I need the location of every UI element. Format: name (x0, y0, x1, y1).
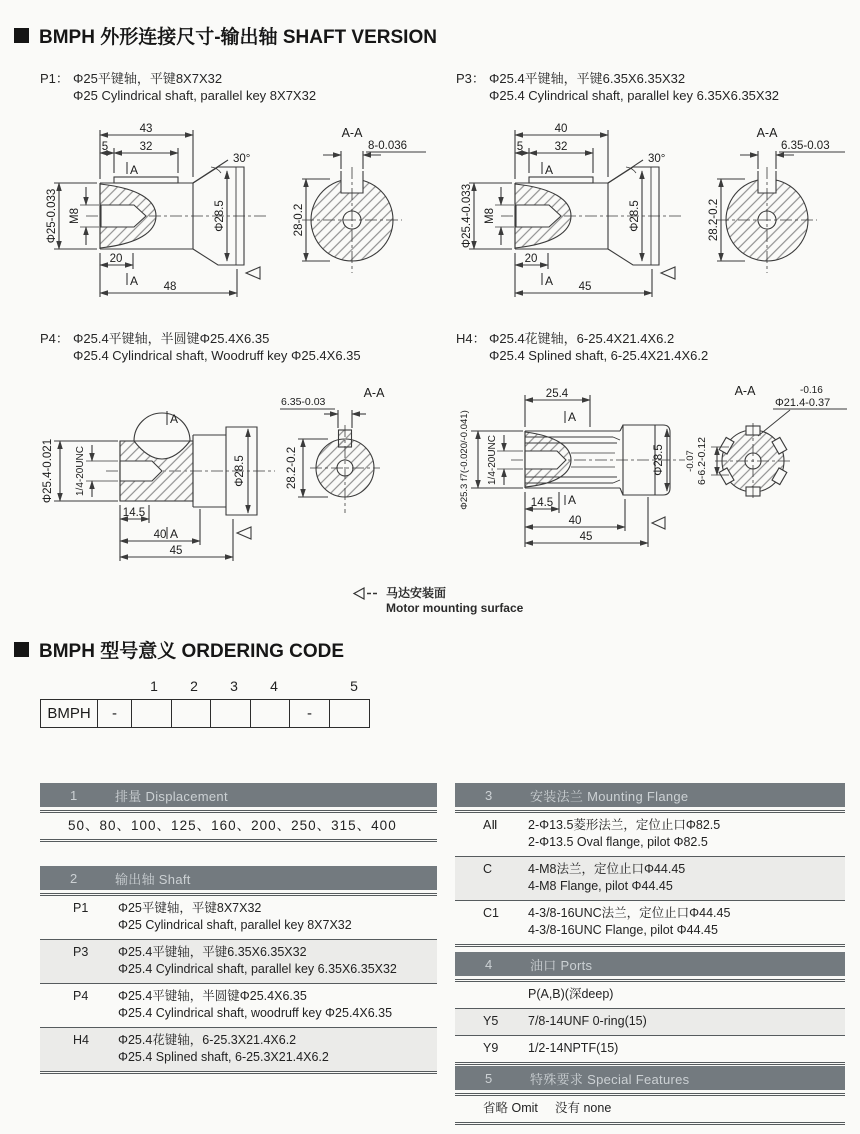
table-row (455, 813, 845, 856)
table-row (40, 1027, 437, 1071)
h4-desc-en: Φ25.4 Splined shaft, 6-25.4X21.4X6.2 (489, 348, 709, 363)
dim-label: 20 (524, 253, 538, 265)
dim-label: 45 (579, 531, 593, 543)
ports-table (455, 952, 845, 1065)
table-number: 1 (70, 787, 78, 803)
p3-desc-cn: Φ25.4平键轴，平键6.35X6.35X32 (489, 71, 686, 86)
p1-section-view (302, 151, 426, 273)
table-row (455, 982, 845, 1008)
row-desc-en: 4-M8 Flange, pilot Φ44.45 (528, 879, 673, 893)
row-desc (118, 944, 437, 978)
table-row (40, 813, 437, 839)
row-desc-cn: 2-Φ13.5菱形法兰，定位止口Φ82.5 (528, 818, 721, 832)
h4-drawing (445, 383, 850, 580)
table-row (455, 1008, 845, 1035)
dim-label: 43 (139, 123, 153, 135)
position-label: 5 (350, 678, 358, 694)
dia-label: Φ28.5 (214, 200, 226, 232)
dia-label: Φ25.3 f7(-0.020/-0.041) (459, 410, 470, 510)
section2-title (14, 636, 344, 663)
black-square-icon (14, 28, 29, 43)
row-code: AⅡ (483, 818, 498, 832)
displacement-table (40, 783, 437, 842)
dim-label: 20 (109, 253, 123, 265)
dim-label: 28.2-0.2 (286, 446, 298, 490)
dim-label: 14.5 (122, 507, 146, 519)
special-features-table (455, 1066, 845, 1125)
ordering-cell-4 (250, 699, 291, 728)
p4-desc-lines (73, 330, 361, 364)
row-desc-cn: Φ25.4平键轴，半圆键Φ25.4X6.35 (118, 989, 307, 1003)
row-desc-en: Φ25 Cylindrical shaft, parallel key 8X7X32 (118, 918, 352, 932)
table-title: 输出轴 Shaft (115, 871, 191, 887)
p4-drawing (30, 383, 430, 580)
shaft-table-header (40, 866, 437, 890)
dia-label: Φ28.5 (234, 455, 246, 487)
p3-drawing (445, 121, 850, 315)
row-code (455, 986, 528, 1003)
dim-label: 32 (554, 141, 568, 153)
table-title: 排量 Displacement (115, 788, 228, 804)
displacement-table-body (40, 810, 437, 842)
p1-desc-cn: Φ25平键轴，平键8X7X32 (73, 71, 223, 86)
row-desc-en: Φ25.4 Cylindrical shaft, woodruff key Φ25.4X6.35 (118, 1006, 393, 1020)
dim-label: 28.2-0.2 (708, 198, 720, 242)
dim-label: 32 (139, 141, 153, 153)
thread-label: M8 (484, 208, 496, 224)
special-features-table-header (455, 1066, 845, 1090)
dim-label: 45 (169, 545, 183, 557)
ordering-code-table (40, 699, 370, 728)
table-row (40, 896, 437, 939)
table-number: 3 (485, 787, 493, 803)
row-desc: 7/8-14UNF 0-ring(15) (528, 1014, 647, 1028)
row-desc-cn: 4-M8法兰，定位止口Φ44.45 (528, 862, 686, 876)
row-code: H4 (73, 1033, 89, 1047)
dim-label: 6.35-0.03 (281, 396, 326, 408)
ordering-cell-1 (131, 699, 172, 728)
mounting-surface-triangle-icon (661, 267, 675, 279)
row-code: P1 (73, 901, 89, 915)
row-desc (528, 905, 845, 939)
section2-title-text: BMPH 型号意义 ORDERING CODE (39, 641, 345, 662)
p3-desc-en: Φ25.4 Cylindrical shaft, parallel key 6.35X6.35X32 (489, 88, 780, 103)
dia-label: Φ28.5 (653, 444, 665, 476)
row-desc-cn: Φ25.4花键轴，6-25.3X21.4X6.2 (118, 1033, 297, 1047)
row-code: C (483, 862, 493, 876)
p1-code: P1： (40, 71, 69, 86)
flange-table (455, 783, 845, 947)
black-square-icon (14, 642, 29, 657)
table-number: 5 (485, 1070, 493, 1086)
angle-label: 30° (233, 153, 251, 165)
h4-section-view (711, 409, 847, 501)
dim-label: 8-0.036 (368, 140, 408, 152)
p1-desc-lines (73, 70, 316, 104)
p4-desc-en: Φ25.4 Cylindrical shaft, Woodruff key Φ25.4X6.35 (73, 348, 361, 363)
table-row (455, 1035, 845, 1062)
row-desc-en: Φ25.4 Splined shaft, 6-25.3X21.4X6.2 (118, 1050, 329, 1064)
mounting-note-cn: 马达安装面 (386, 586, 447, 600)
position-label: 3 (230, 678, 238, 694)
section-mark-label: A (567, 493, 577, 507)
ordering-cell-5 (329, 699, 370, 728)
thread-label: M8 (69, 208, 81, 224)
dim-label: 6.35-0.03 (781, 140, 830, 152)
dim-label: 40 (153, 529, 167, 541)
h4-code: H4： (456, 331, 486, 346)
section-mark-label: A (544, 274, 554, 288)
p1-desc-en: Φ25 Cylindrical shaft, parallel key 8X7X32 (73, 88, 317, 103)
row-desc-en: 2-Φ13.5 Oval flange, pilot Φ82.5 (528, 835, 708, 849)
table-title: 安装法兰 Mounting Flange (530, 788, 689, 804)
position-label: 1 (150, 678, 158, 694)
dim-label: 28-0.2 (293, 203, 305, 237)
ordering-cell-3 (210, 699, 251, 728)
row-code: C1 (483, 906, 499, 920)
section-mark-label: A (129, 274, 139, 288)
ordering-cell-prefix: BMPH (40, 699, 98, 728)
section-mark-label: A (169, 412, 179, 426)
section-title-label: A-A (734, 384, 756, 398)
mounting-surface-triangle-icon (652, 517, 665, 529)
section-mark-label: A (169, 527, 179, 541)
dim-label: 5 (516, 141, 524, 153)
row-desc-en: 4-3/8-16UNC Flange, pilot Φ44.45 (528, 923, 718, 937)
section-mark-label: A (544, 163, 554, 177)
ordering-cell-dash2: - (289, 699, 330, 728)
triangle-left-icon (352, 586, 380, 601)
section-title-label: A-A (341, 126, 363, 140)
tolerance-label: -0.07 (685, 450, 696, 472)
row-desc (528, 817, 845, 851)
shaft-table-body (40, 893, 437, 1074)
row-code: P3 (73, 945, 89, 959)
p1-drawing (30, 121, 430, 315)
row-code: 省略 Omit (483, 1101, 538, 1115)
row-desc: P(A,B)(深deep) (528, 987, 614, 1001)
dia-label: Φ21.4-0.37 (775, 397, 831, 409)
h4-desc-cn: Φ25.4花键轴，6-25.4X21.4X6.2 (489, 331, 675, 346)
section1-title-text: BMPH 外形连接尺寸-输出轴 SHAFT VERSION (39, 27, 437, 48)
section-title-label: A-A (756, 126, 778, 140)
row-desc (118, 900, 437, 934)
angle-label: 30° (648, 153, 666, 165)
dim-label: 25.4 (545, 388, 569, 400)
mounting-surface-triangle-icon (246, 267, 260, 279)
table-title: 特殊要求 Special Features (530, 1071, 690, 1087)
row-code: Y9 (483, 1041, 499, 1055)
table-title: 油口 Ports (530, 957, 593, 973)
p4-description (40, 330, 361, 364)
row-desc: 没有 none (555, 1101, 612, 1115)
section-mark-label: A (129, 163, 139, 177)
table-row (40, 983, 437, 1027)
ordering-cell-dash: - (97, 699, 133, 728)
p3-description (456, 70, 779, 104)
dim-label: 14.5 (530, 497, 554, 509)
thread-label: 1/4-20UNC (75, 445, 86, 497)
row-desc (528, 861, 845, 895)
row-desc-en: Φ25.4 Cylindrical shaft, parallel key 6.35X6.35X32 (118, 962, 397, 976)
row-desc (118, 1032, 437, 1066)
displacement-values: 50、80、100、125、160、200、250、315、400 (68, 818, 397, 833)
dia-label: Φ25.4-0.021 (42, 438, 54, 504)
row-desc (118, 988, 437, 1022)
shaft-table (40, 866, 437, 1074)
table-row (455, 900, 845, 944)
tolerance-label: -0.16 (800, 385, 823, 396)
table-row (455, 856, 845, 900)
displacement-table-header (40, 783, 437, 807)
table-row (455, 1096, 845, 1122)
ordering-position-labels (40, 678, 380, 696)
ordering-cell-2 (171, 699, 212, 728)
p3-code: P3： (456, 71, 485, 86)
section-title-label: A-A (363, 386, 385, 400)
ports-table-header (455, 952, 845, 976)
mounting-surface-triangle-icon (237, 527, 251, 539)
row-desc-cn: Φ25.4平键轴，平键6.35X6.35X32 (118, 945, 307, 959)
flange-table-body (455, 810, 845, 947)
ports-table-body (455, 979, 845, 1065)
thread-label: 1/4-20UNC (487, 434, 498, 486)
dia-label: Φ25.4-0.033 (461, 183, 473, 249)
table-row (40, 939, 437, 983)
dim-label: 48 (163, 281, 177, 293)
row-desc-cn: Φ25平键轴，平键8X7X32 (118, 901, 262, 915)
section1-title (14, 22, 437, 49)
h4-description (456, 330, 708, 364)
p3-section-view (717, 151, 845, 273)
dim-label: 45 (578, 281, 592, 293)
row-code: Y5 (483, 1014, 499, 1028)
position-label: 4 (270, 678, 278, 694)
row-desc-cn: 4-3/8-16UNC法兰，定位止口Φ44.45 (528, 906, 731, 920)
flange-table-header (455, 783, 845, 807)
mounting-note-en: Motor mounting surface (386, 601, 524, 615)
dia-label: Φ25-0.033 (46, 188, 58, 244)
p1-description (40, 70, 316, 104)
row-code: P4 (73, 989, 89, 1003)
dim-label: 5 (101, 141, 109, 153)
special-features-table-body (455, 1093, 845, 1125)
dim-label: 6-6.2-0.12 (696, 437, 708, 485)
h4-desc-lines (489, 330, 708, 364)
table-number: 2 (70, 870, 78, 886)
p4-code: P4： (40, 331, 69, 346)
p4-desc-cn: Φ25.4平键轴，半圆键Φ25.4X6.35 (73, 331, 270, 346)
table-number: 4 (485, 956, 493, 972)
position-label: 2 (190, 678, 198, 694)
mounting-note-text (386, 586, 523, 616)
dia-label: Φ28.5 (629, 200, 641, 232)
dim-label: 40 (554, 123, 568, 135)
section-mark-label: A (567, 410, 577, 424)
row-desc: 1/2-14NPTF(15) (528, 1041, 619, 1055)
p3-desc-lines (489, 70, 779, 104)
dim-label: 40 (568, 515, 582, 527)
mounting-note (352, 586, 523, 616)
